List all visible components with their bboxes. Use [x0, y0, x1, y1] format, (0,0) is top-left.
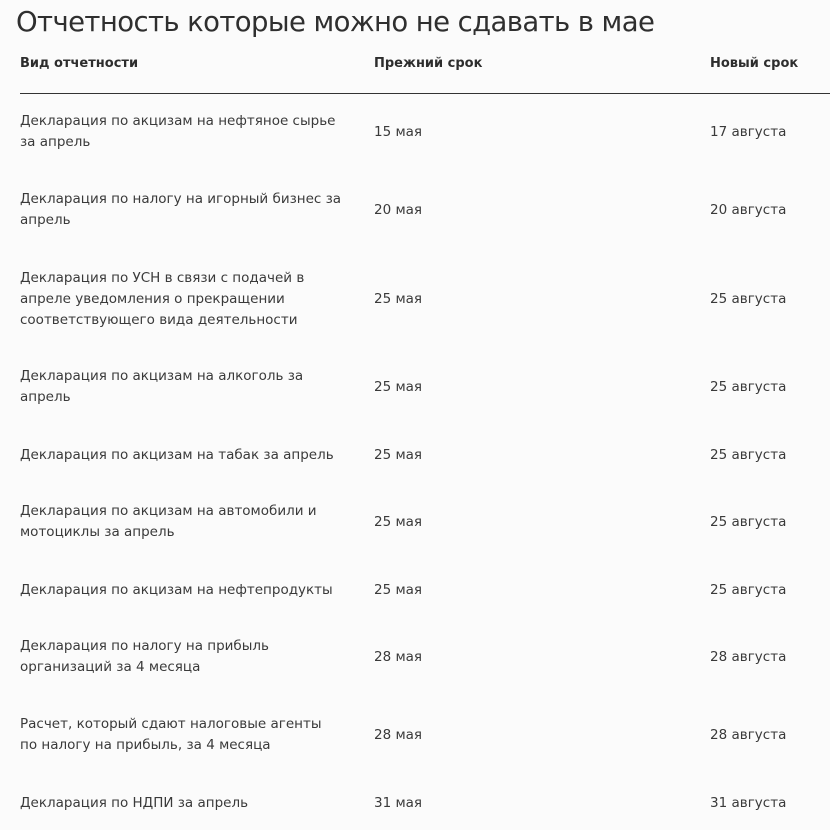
table-row [0, 104, 830, 160]
new-deadline-cell: 31 августа [710, 794, 787, 811]
column-header-report-type: Вид отчетности [20, 56, 139, 71]
report-type-cell: Декларация по акцизам на табак за апрель [20, 446, 334, 463]
report-type-cell: Декларация по акцизам на алкоголь за апрель [20, 368, 304, 405]
new-deadline-cell: 28 августа [710, 726, 787, 743]
report-type-cell: Декларация по НДПИ за апрель [20, 794, 249, 811]
new-deadline-cell: 17 августа [710, 123, 787, 140]
column-header-new-deadline: Новый срок [710, 56, 799, 71]
table-row [0, 494, 830, 550]
table-row [0, 629, 830, 685]
new-deadline-cell: 25 августа [710, 378, 787, 395]
page-title: Отчетность которые можно не сдавать в мае [16, 6, 655, 38]
new-deadline-cell: 20 августа [710, 201, 787, 218]
report-type-cell: Декларация по УСН в связи с подачей в апреле уведомления о прекращении соответствующего вида деятельности [20, 269, 305, 328]
report-type-cell: Декларация по акцизам на нефтепродукты [20, 581, 333, 598]
old-deadline-cell: 28 мая [374, 726, 423, 743]
old-deadline-cell: 25 мая [374, 513, 423, 530]
table-row [0, 359, 830, 415]
report-type-cell: Декларация по акцизам на автомобили и мотоциклы за апрель [20, 503, 317, 540]
new-deadline-cell: 25 августа [710, 290, 787, 307]
old-deadline-cell: 31 мая [374, 794, 423, 811]
old-deadline-cell: 25 мая [374, 446, 423, 463]
new-deadline-cell: 25 августа [710, 581, 787, 598]
old-deadline-cell: 25 мая [374, 290, 423, 307]
report-type-cell: Декларация по акцизам на нефтяное сырье за апрель [20, 113, 336, 150]
column-header-old-deadline: Прежний срок [374, 56, 483, 71]
table-row [0, 786, 830, 820]
table-row [0, 573, 830, 607]
old-deadline-cell: 28 мая [374, 648, 423, 665]
new-deadline-cell: 28 августа [710, 648, 787, 665]
report-type-cell: Расчет, который сдают налоговые агенты по налогу на прибыль, за 4 месяца [20, 716, 322, 753]
report-type-cell: Декларация по налогу на прибыль организаций за 4 месяца [20, 638, 269, 675]
new-deadline-cell: 25 августа [710, 446, 787, 463]
table-row [0, 707, 830, 763]
table-row [0, 260, 830, 338]
old-deadline-cell: 20 мая [374, 201, 423, 218]
new-deadline-cell: 25 августа [710, 513, 787, 530]
old-deadline-cell: 15 мая [374, 123, 423, 140]
old-deadline-cell: 25 мая [374, 581, 423, 598]
report-type-cell: Декларация по налогу на игорный бизнес за апрель [20, 191, 342, 228]
table-row [0, 182, 830, 238]
old-deadline-cell: 25 мая [374, 378, 423, 395]
table-row [0, 438, 830, 472]
header-divider [20, 93, 830, 94]
